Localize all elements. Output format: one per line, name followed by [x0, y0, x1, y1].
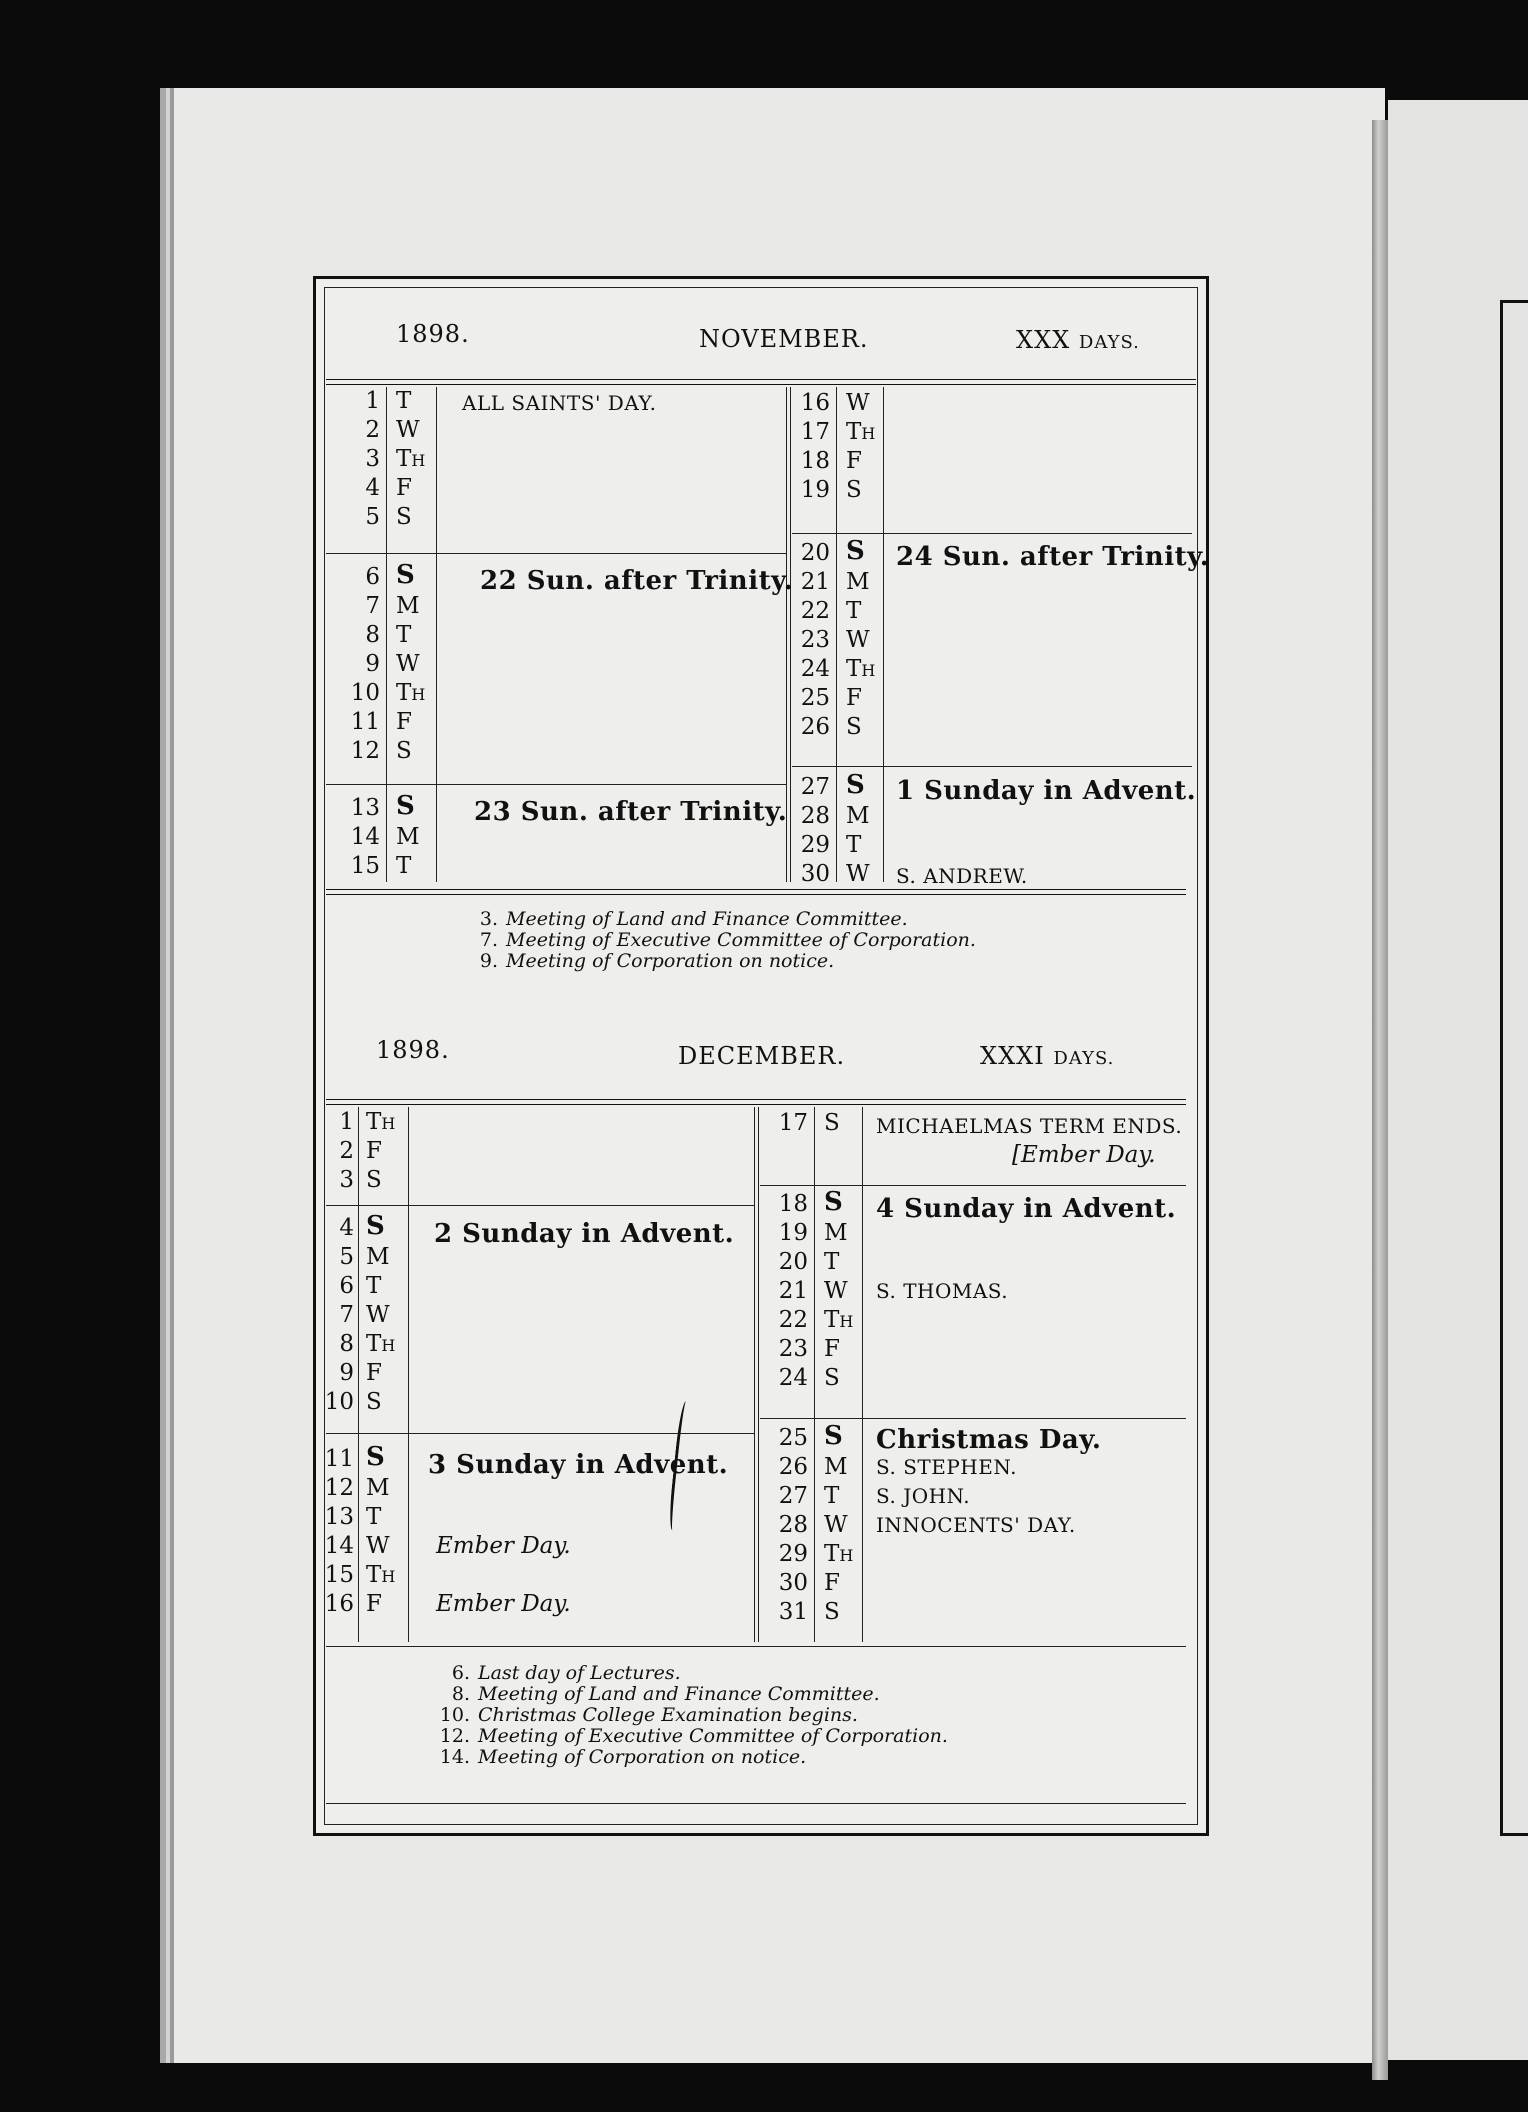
day-number: 21	[800, 569, 830, 595]
day-number: 28	[778, 1512, 808, 1538]
note-number: 3.	[479, 908, 498, 930]
november-vrule-2	[436, 387, 437, 882]
weekday-letter: TH	[366, 1562, 396, 1588]
day-number: 30	[778, 1570, 808, 1596]
weekday-letter: T	[396, 388, 412, 414]
november-title: NOVEMBER.	[699, 325, 869, 353]
note-number: 8.	[451, 1683, 470, 1705]
day-number: 23	[778, 1336, 808, 1362]
weekday-letter: S	[824, 1365, 840, 1391]
day-number: 6	[339, 1273, 354, 1299]
event-s-thomas: S. THOMAS.	[876, 1279, 1009, 1303]
note-text: Christmas College Examination begins.	[478, 1704, 858, 1726]
day-number: 30	[800, 861, 830, 887]
note-text: Meeting of Executive Committee of Corporation.	[506, 929, 976, 951]
day-number: 18	[778, 1191, 808, 1217]
weekday-letter: TH	[366, 1109, 396, 1135]
day-number: 22	[800, 598, 830, 624]
note-text: Meeting of Executive Committee of Corporation.	[478, 1725, 948, 1747]
december-year: 1898.	[376, 1036, 450, 1064]
day-number: 25	[800, 685, 830, 711]
day-number: 7	[365, 593, 380, 619]
event-ember-day-17: [Ember Day.	[1012, 1142, 1156, 1168]
day-number: 6	[365, 564, 380, 590]
november-week-rule-3	[792, 533, 1192, 534]
weekday-letter: W	[366, 1302, 390, 1328]
weekday-letter: F	[366, 1138, 382, 1164]
event-24-sun-after-trinity: 24 Sun. after Trinity.	[896, 542, 1210, 572]
note-line	[436, 1663, 681, 1684]
november-week-rule-1	[326, 553, 786, 554]
weekday-letter: T	[846, 598, 862, 624]
sunday-letter: S	[366, 1211, 385, 1241]
day-number: 18	[800, 448, 830, 474]
december-vrule-1	[358, 1107, 359, 1642]
day-number: 9	[365, 651, 380, 677]
november-week-rule-2	[326, 784, 786, 785]
november-year: 1898.	[396, 320, 470, 348]
note-text: Meeting of Corporation on notice.	[506, 950, 835, 972]
day-number: 27	[778, 1483, 808, 1509]
event-23-sun-after-trinity: 23 Sun. after Trinity.	[474, 797, 788, 827]
weekday-letter: T	[366, 1504, 382, 1530]
event-all-saints: ALL SAINTS' DAY.	[462, 391, 657, 415]
day-number: 31	[778, 1599, 808, 1625]
day-number: 29	[778, 1541, 808, 1567]
day-number: 2	[339, 1138, 354, 1164]
weekday-letter: TH	[396, 680, 426, 706]
day-number: 8	[339, 1331, 354, 1357]
event-ember-day-16: Ember Day.	[436, 1591, 571, 1617]
note-line	[436, 1726, 948, 1747]
weekday-letter: S	[846, 477, 862, 503]
december-vrule-2	[408, 1107, 409, 1642]
weekday-letter: M	[396, 593, 420, 619]
day-number: 26	[778, 1454, 808, 1480]
right-page-table-edge	[1500, 300, 1528, 1836]
weekday-letter: T	[396, 853, 412, 879]
note-text: Last day of Lectures.	[478, 1662, 681, 1684]
note-number: 9.	[479, 950, 498, 972]
day-number: 5	[339, 1244, 354, 1270]
day-number: 3	[365, 446, 380, 472]
december-week-rule-4	[760, 1418, 1186, 1419]
weekday-letter: S	[396, 504, 412, 530]
november-footer-rule	[326, 889, 1186, 895]
weekday-letter: M	[846, 803, 870, 829]
december-footer-rule	[326, 1646, 1186, 1647]
november-header-rule	[326, 379, 1196, 385]
weekday-letter: S	[824, 1110, 840, 1136]
event-4-sunday-in-advent: 4 Sunday in Advent.	[876, 1194, 1177, 1224]
november-vrule-3	[836, 387, 837, 882]
day-number: 9	[339, 1360, 354, 1386]
weekday-letter: TH	[824, 1307, 854, 1333]
weekday-letter: W	[396, 651, 420, 677]
day-number: 20	[800, 540, 830, 566]
sunday-letter: S	[846, 536, 865, 566]
november-days-count	[1016, 326, 1140, 354]
weekday-letter: S	[824, 1599, 840, 1625]
note-text: Meeting of Corporation on notice.	[478, 1746, 807, 1768]
november-vrule-4	[883, 387, 884, 882]
frame-bottom-rule	[326, 1803, 1186, 1804]
day-number: 27	[800, 774, 830, 800]
weekday-letter: TH	[396, 446, 426, 472]
weekday-letter: S	[396, 738, 412, 764]
weekday-letter: F	[846, 685, 862, 711]
day-number: 23	[800, 627, 830, 653]
day-number: 14	[350, 824, 380, 850]
day-number: 15	[324, 1562, 354, 1588]
event-michaelmas-term-ends: MICHAELMAS TERM ENDS.	[876, 1114, 1183, 1138]
november-days-numeral: XXX	[1016, 326, 1071, 354]
sunday-letter: S	[366, 1442, 385, 1472]
weekday-letter: M	[396, 824, 420, 850]
day-number: 28	[800, 803, 830, 829]
weekday-letter: F	[824, 1336, 840, 1362]
november-days-word: DAYS.	[1078, 332, 1140, 353]
november-week-rule-4	[792, 766, 1192, 767]
note-text: Meeting of Land and Finance Committee.	[506, 908, 908, 930]
weekday-letter: W	[824, 1512, 848, 1538]
day-number: 8	[365, 622, 380, 648]
event-christmas-day: Christmas Day.	[876, 1425, 1102, 1455]
weekday-letter: T	[824, 1249, 840, 1275]
day-number: 13	[324, 1504, 354, 1530]
weekday-letter: W	[846, 627, 870, 653]
note-number: 10.	[439, 1704, 470, 1726]
note-line	[464, 930, 976, 951]
day-number: 3	[339, 1167, 354, 1193]
day-number: 11	[350, 709, 380, 735]
weekday-letter: TH	[366, 1331, 396, 1357]
day-number: 16	[324, 1591, 354, 1617]
weekday-letter: M	[366, 1475, 390, 1501]
weekday-letter: TH	[824, 1541, 854, 1567]
december-title: DECEMBER.	[678, 1042, 846, 1070]
december-days-count	[980, 1042, 1114, 1070]
event-ember-day-14: Ember Day.	[436, 1533, 571, 1559]
day-number: 24	[800, 656, 830, 682]
calendar-frame	[313, 276, 1209, 1836]
event-innocents-day: INNOCENTS' DAY.	[876, 1513, 1076, 1537]
event-3-sunday-in-advent: 3 Sunday in Advent.	[428, 1450, 729, 1480]
day-number: 10	[350, 680, 380, 706]
note-line	[436, 1705, 858, 1726]
weekday-letter: T	[846, 832, 862, 858]
weekday-letter: T	[824, 1483, 840, 1509]
note-number: 7.	[479, 929, 498, 951]
day-number: 25	[778, 1425, 808, 1451]
day-number: 11	[324, 1446, 354, 1472]
note-line	[436, 1747, 806, 1768]
sunday-letter: S	[846, 770, 865, 800]
december-days-numeral: XXXI	[980, 1042, 1045, 1070]
weekday-letter: M	[846, 569, 870, 595]
event-s-john: S. JOHN.	[876, 1484, 971, 1508]
december-week-rule-1	[326, 1205, 754, 1206]
event-s-andrew: S. ANDREW.	[896, 864, 1028, 888]
weekday-letter: S	[846, 714, 862, 740]
day-number: 16	[800, 390, 830, 416]
day-number: 19	[778, 1220, 808, 1246]
day-number: 15	[350, 853, 380, 879]
sunday-letter: S	[396, 791, 415, 821]
weekday-letter: F	[824, 1570, 840, 1596]
day-number: 17	[778, 1110, 808, 1136]
weekday-letter: W	[846, 861, 870, 887]
weekday-letter: F	[396, 475, 412, 501]
weekday-letter: S	[366, 1389, 382, 1415]
weekday-letter: F	[396, 709, 412, 735]
weekday-letter: F	[366, 1591, 382, 1617]
day-number: 26	[800, 714, 830, 740]
day-number: 5	[365, 504, 380, 530]
day-number: 14	[324, 1533, 354, 1559]
weekday-letter: M	[366, 1244, 390, 1270]
day-number: 12	[350, 738, 380, 764]
day-number: 17	[800, 419, 830, 445]
day-number: 7	[339, 1302, 354, 1328]
weekday-letter: W	[396, 417, 420, 443]
day-number: 1	[365, 388, 380, 414]
note-number: 6.	[451, 1662, 470, 1684]
day-number: 2	[365, 417, 380, 443]
weekday-letter: T	[366, 1273, 382, 1299]
december-week-rule-3	[760, 1185, 1186, 1186]
weekday-letter: W	[366, 1533, 390, 1559]
event-22-sun-after-trinity: 22 Sun. after Trinity.	[480, 566, 794, 596]
day-number: 24	[778, 1365, 808, 1391]
sunday-letter: S	[396, 560, 415, 590]
weekday-letter: F	[846, 448, 862, 474]
weekday-letter: W	[824, 1278, 848, 1304]
december-header-rule	[326, 1099, 1186, 1105]
day-number: 20	[778, 1249, 808, 1275]
event-2-sunday-in-advent: 2 Sunday in Advent.	[434, 1219, 735, 1249]
weekday-letter: M	[824, 1220, 848, 1246]
december-vrule-3	[814, 1107, 815, 1642]
sunday-letter: S	[824, 1187, 843, 1217]
note-text: Meeting of Land and Finance Committee.	[478, 1683, 880, 1705]
event-1-sunday-in-advent: 1 Sunday in Advent.	[896, 776, 1197, 806]
day-number: 12	[324, 1475, 354, 1501]
day-number: 1	[339, 1109, 354, 1135]
note-line	[464, 909, 908, 930]
note-number: 12.	[439, 1725, 470, 1747]
day-number: 4	[339, 1215, 354, 1241]
day-number: 19	[800, 477, 830, 503]
december-days-word: DAYS.	[1053, 1048, 1115, 1069]
december-double-vrule	[754, 1107, 759, 1642]
event-s-stephen: S. STEPHEN.	[876, 1455, 1017, 1479]
note-number: 14.	[439, 1746, 470, 1768]
book-gutter	[1372, 120, 1388, 2080]
day-number: 29	[800, 832, 830, 858]
weekday-letter: M	[824, 1454, 848, 1480]
note-line	[464, 951, 834, 972]
day-number: 21	[778, 1278, 808, 1304]
day-number: 13	[350, 795, 380, 821]
november-vrule-1	[386, 387, 387, 882]
weekday-letter: F	[366, 1360, 382, 1386]
weekday-letter: TH	[846, 656, 876, 682]
sunday-letter: S	[824, 1421, 843, 1451]
note-line	[436, 1684, 880, 1705]
day-number: 10	[324, 1389, 354, 1415]
december-vrule-4	[862, 1107, 863, 1642]
day-number: 22	[778, 1307, 808, 1333]
weekday-letter: TH	[846, 419, 876, 445]
weekday-letter: T	[396, 622, 412, 648]
day-number: 4	[365, 475, 380, 501]
weekday-letter: W	[846, 390, 870, 416]
weekday-letter: S	[366, 1167, 382, 1193]
